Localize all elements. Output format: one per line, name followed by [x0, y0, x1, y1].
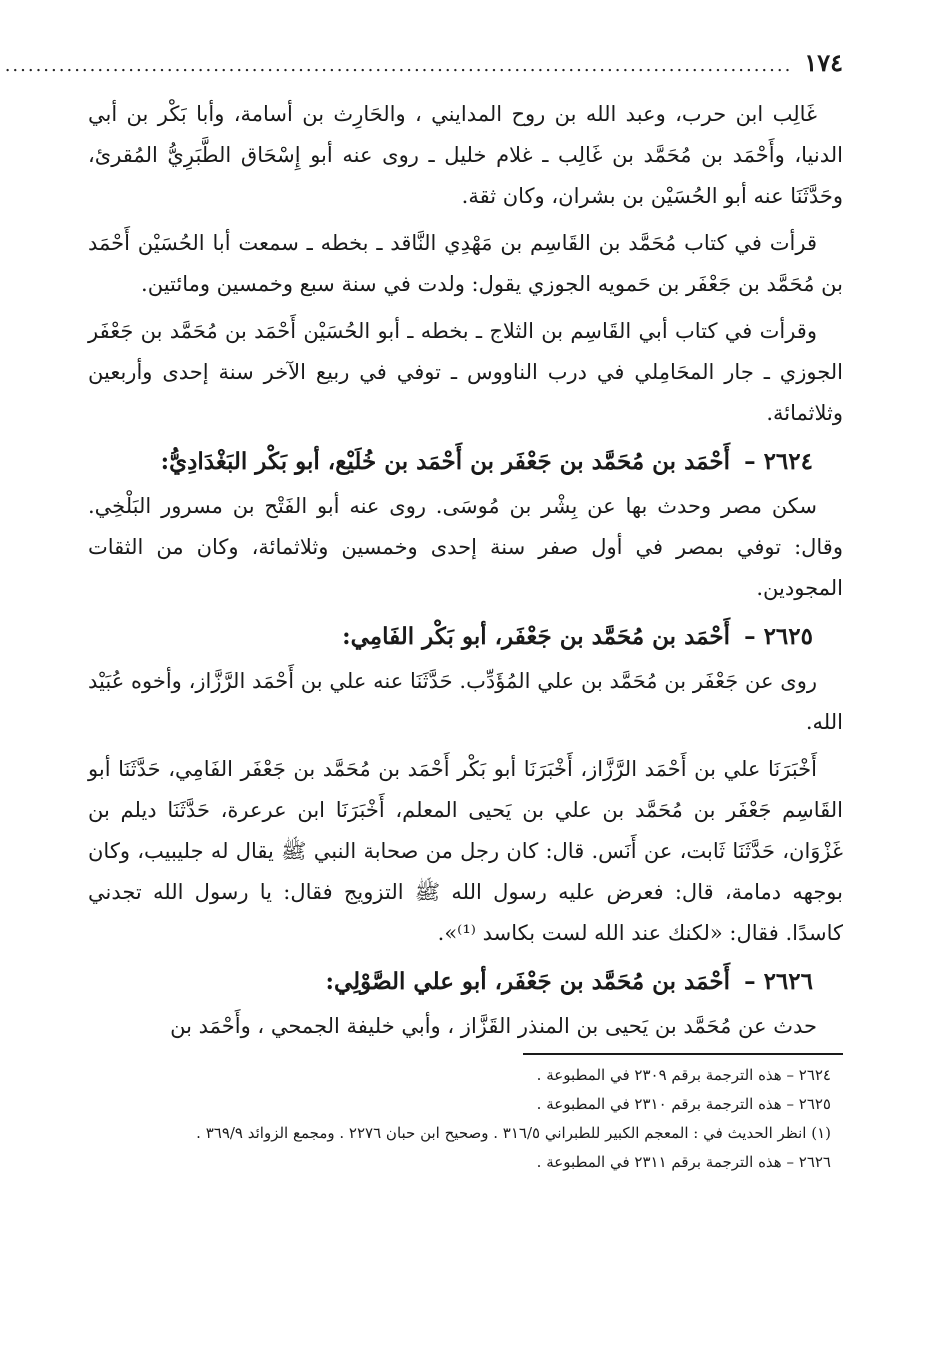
leader-dots: ...................................................................................................... [4, 55, 793, 76]
book-page [4, 48, 843, 1338]
paragraph-entry-2624: سكن مصر وحدث بها عن بِشْر بن مُوسَى. روى عنه أبو الفَتْح بن مسرور البَلْخِي. وقال: توفي بمصر في أول صفر سنة إحدى وخمسين وثلاثمائة، وكان من الثقات المجودين. [88, 494, 843, 600]
entry-heading-2626 [88, 960, 843, 1004]
footnote: ٢٦٢٥ – هذه الترجمة برقم ٢٣١٠ في المطبوعة . [536, 1095, 831, 1113]
main-text [88, 94, 843, 1047]
paragraph-entry-2625: روى عن جَعْفَر بن مُحَمَّد بن علي المُؤَدِّب. حَدَّثَنَا عنه علي بن أَحْمَد الرَّزَّاز، وأخوه عُبَيْد الله. [88, 669, 843, 734]
paragraph-hadith: أَخْبَرَنَا علي بن أَحْمَد الرَّزَّاز، أَخْبَرَنَا أبو بَكْر أَحْمَد بن مُحَمَّد بن جَعْفَر الفَامِي، حَدَّثَنَا أبو القَاسِم جَعْفَر بن مُحَمَّد بن علي بن يَحيى المعلم، أَخْبَرَنَا ابن عرعرة، حَدَّثَنَا ديلم بن غَزْوَان، حَدَّثَنَا ثَابت، عن أَنَس. قال: كان رجل من صحابة النبي ﷺ يقال له جليبيب، وكان بوجهه دمامة، قال: فعرض عليه رسول الله ﷺ التزويج فقال: يا رسول الله تجدني كاسدًا. فقال: «لكنك عند الله لست بكاسد ⁽¹⁾». [88, 757, 843, 945]
paragraph-death-note: وقرأت في كتاب أبي القَاسِم بن الثلاج ـ بخطه ـ أبو الحُسَيْن أَحْمَد بن مُحَمَّد بن جَعْفَر الجوزي ـ جار المحَامِلي في درب الناووس ـ توفي في ربيع الآخر سنة إحدى وأربعين وثلاثمائة. [88, 319, 843, 425]
running-title [0, 51, 1, 76]
paragraph-birth-note: قرأت في كتاب مُحَمَّد بن القَاسِم بن مَهْدِي النَّاقد ـ بخطه ـ سمعت أبا الحُسَيْن أَحْمَد بن مُحَمَّد بن جَعْفَر بن حَمويه الجوزي يقول: ولدت في سنة سبع وخمسين ومائتين. [88, 231, 843, 296]
entry-number: ٢٦٢٤ – [744, 448, 813, 475]
footnotes [88, 1061, 843, 1177]
running-header [4, 48, 843, 94]
entry-number: ٢٦٢٥ – [744, 623, 813, 650]
entry-title: أَحْمَد بن مُحَمَّد بن جَعْفَر، أبو بَكْر الفَامِي: [342, 623, 731, 650]
entry-title: أَحْمَد بن مُحَمَّد بن جَعْفَر، أبو علي الصَّوْلِي: [325, 968, 731, 995]
footnote: ٢٦٢٦ – هذه الترجمة برقم ٢٣١١ في المطبوعة . [536, 1153, 831, 1171]
footnote: ٢٦٢٤ – هذه الترجمة برقم ٢٣٠٩ في المطبوعة . [536, 1066, 831, 1084]
paragraph-entry-2626: حدث عن مُحَمَّد بن يَحيى بن المنذر القَزَّاز ، وأبي خليفة الجمحي ، وأَحْمَد بن [170, 1014, 817, 1038]
entry-title: أَحْمَد بن مُحَمَّد بن جَعْفَر بن أَحْمَد بن خُلَيْع، أبو بَكْر البَغْدَادِيُّ: [160, 448, 731, 475]
footnote-divider [523, 1053, 843, 1055]
page-number: ١٧٤ [804, 48, 843, 77]
paragraph-continuation: غَالِب ابن حرب، وعبد الله بن روح المدايني ، والحَارِث بن أسامة، وأبا بَكْر بن أبي الدنيا، وأَحْمَد بن مُحَمَّد بن غَالِب ـ غلام خليل ـ روى عنه أبو إِسْحَاق الطَّبَرِيُّ المُقرئ، وحَدَّثَنَا عنه أبو الحُسَيْن بن بشران، وكان ثقة. [88, 102, 843, 208]
entry-number: ٢٦٢٦ – [744, 968, 813, 995]
entry-heading-2624 [88, 440, 843, 484]
entry-heading-2625 [88, 615, 843, 659]
footnote: (١) انظر الحديث في : المعجم الكبير للطبراني ٣١٦/٥ . وصحيح ابن حبان ٢٢٧٦ . ومجمع الزوائد ٣٦٩/٩ . [196, 1124, 831, 1142]
